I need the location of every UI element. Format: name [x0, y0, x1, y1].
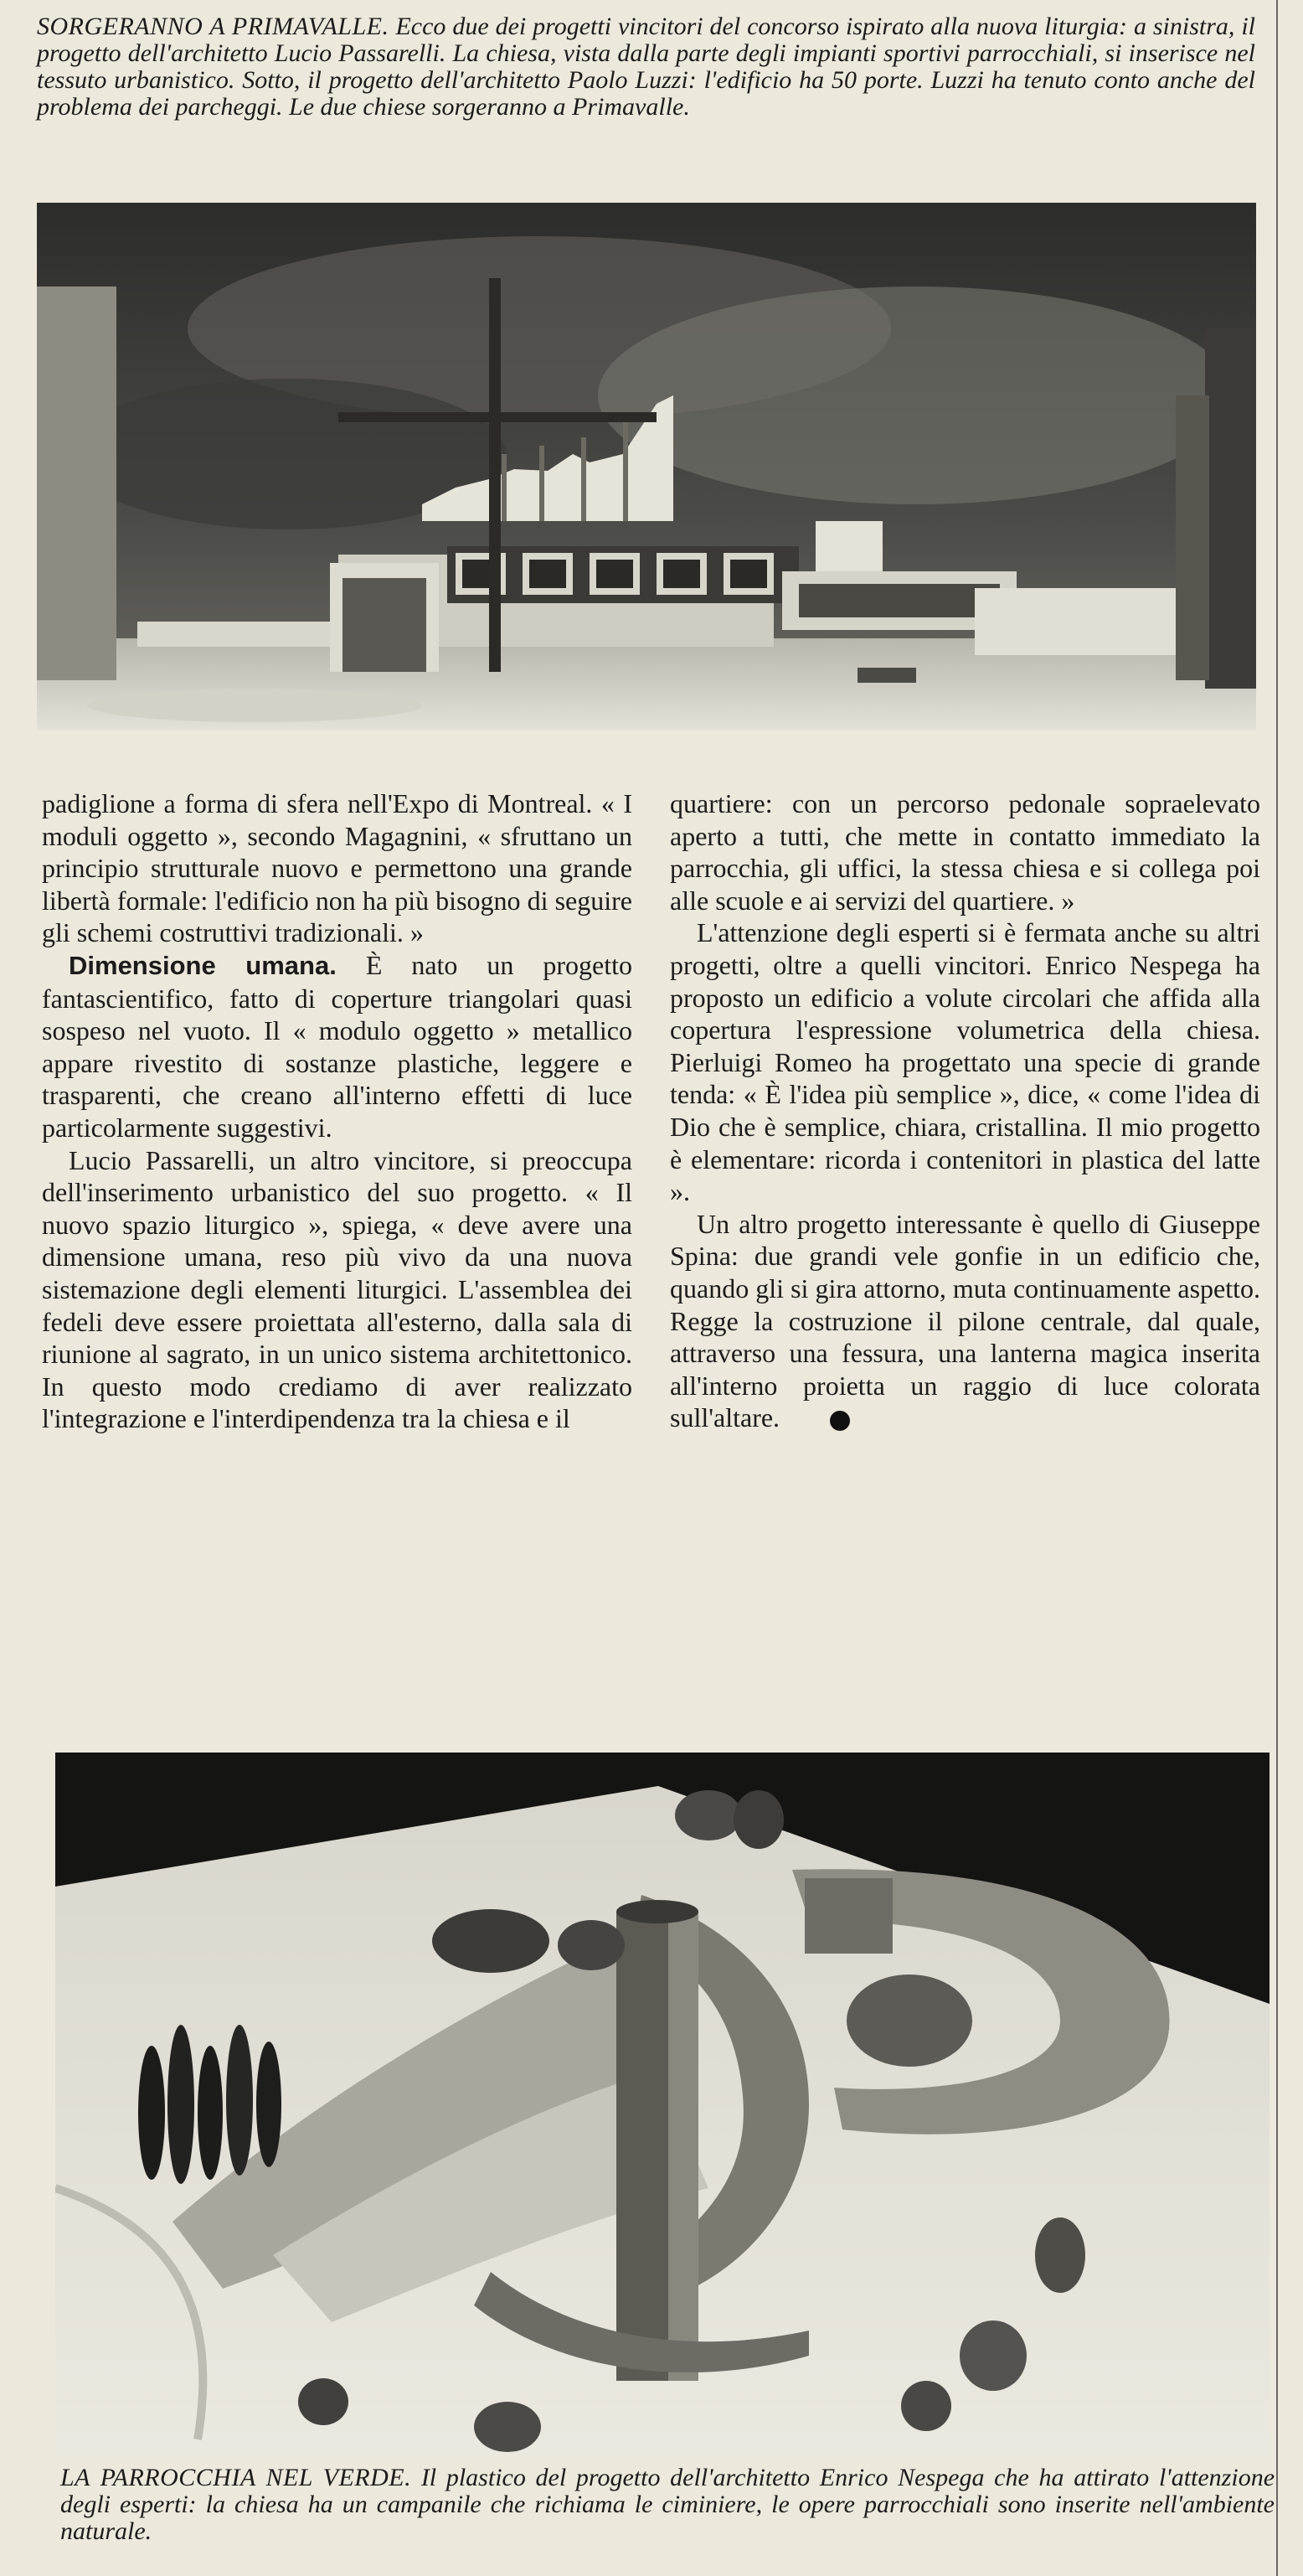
left-paragraph-2 — [42, 949, 632, 1144]
bottom-photo-caption — [60, 2465, 1275, 2545]
page-edge-line — [1276, 0, 1278, 2576]
church-model-photo-nespega — [55, 1753, 1270, 2456]
right-paragraph-2: L'attenzione degli esperti si è fermata anche su altri progetti, oltre a quelli vincitori. Enrico Nespega ha proposto un edificio a volute circolari che affida alla copertura l'espressione volumetrica della chiesa. Pierluigi Romeo ha progettato una specie di grande tenda: « È l'idea più semplice », dice, « come l'idea di Dio che è semplice, chiara, cristallina. Il mio progetto è elementare: ricorda i contenitori in plastica del latte ». — [670, 917, 1260, 1207]
church-model-illustration — [37, 203, 1256, 730]
top-photo-caption — [37, 13, 1255, 121]
end-of-article-bullet-icon — [830, 1411, 850, 1431]
section-subhead: Dimensione umana. — [69, 950, 337, 980]
left-paragraph-2-text: È nato un progetto fantascientifico, fatto di coperture triangolari quasi sospeso nel vuoto. Il « modulo oggetto » metallico appare rivestito di sostanze plastiche, leggere e trasparenti, che creano all'interno effetti di luce particolarmente suggestivi. — [42, 949, 633, 1143]
right-paragraph-3-text: Un altro progetto interessante è quello di Giuseppe Spina: due grandi vele gonfie in un edificio che, quando gli si gira attorno, muta continuamente aspetto. Regge la costruzione il pilone centrale, dal quale, attraverso una fessura, una lanterna magica inserita all'interno proietta un raggio di luce colorata sull'altare. — [670, 1208, 1260, 1433]
article-column-left — [42, 787, 632, 1435]
parish-model-illustration — [55, 1753, 1270, 2456]
top-caption-lead: SORGERANNO A PRIMAVALLE. — [37, 13, 389, 40]
right-paragraph-3 — [670, 1208, 1260, 1434]
church-model-photo-passarelli — [37, 203, 1256, 730]
right-paragraph-1: quartiere: con un percorso pedonale sopraelevato aperto a tutti, che mette in contatto immediato la parrocchia, gli uffici, la stessa chiesa e si collega poi alle scuole e ai servizi del quartiere. » — [670, 788, 1260, 916]
left-paragraph-3: Lucio Passarelli, un altro vincitore, si preoccupa dell'inserimento urbanistico del suo progetto. « Il nuovo spazio liturgico », spiega, « deve avere una dimensione umana, reso più vivo da una nuova sistemazione degli elementi liturgici. L'assemblea dei fedeli deve essere proiettata all'esterno, dalla sala di riunione al sagrato, in un unico sistema architettonico. In questo modo crediamo di aver realizzato l'integrazione e l'interdipendenza tra la chiesa e il — [42, 1144, 632, 1434]
left-paragraph-1: padiglione a forma di sfera nell'Expo di Montreal. « I moduli oggetto », secondo Magagnini, « sfruttano un principio strutturale nuovo e permettono una grande libertà formale: l'edificio non ha più bisogno di seguire gli schemi costruttivi tradizionali. » — [42, 788, 632, 948]
bottom-caption-lead: LA PARROCCHIA NEL VERDE. — [60, 2464, 412, 2491]
top-caption-text: Ecco due dei progetti vincitori del concorso ispirato alla nuova liturgia: a sinistra, il progetto dell'architetto Lucio Passarelli. La chiesa, vista dalla parte degli impianti sportivi parrocchiali, si inserisce nel tessuto urbanistico. Sotto, il progetto dell'architetto Paolo Luzzi: l'edificio ha 50 porte. Luzzi ha tenuto conto anche del problema dei parcheggi. Le due chiese sorgeranno a Primavalle. — [37, 13, 1256, 121]
bottom-caption-text: Il plastico del progetto dell'architetto Enrico Nespega che ha attirato l'attenzione degli esperti: la chiesa ha un campanile che richiama le ciminiere, le opere parrocchiali sono inserite nell'ambiente naturale. — [60, 2464, 1275, 2545]
article-column-right — [670, 787, 1260, 1434]
